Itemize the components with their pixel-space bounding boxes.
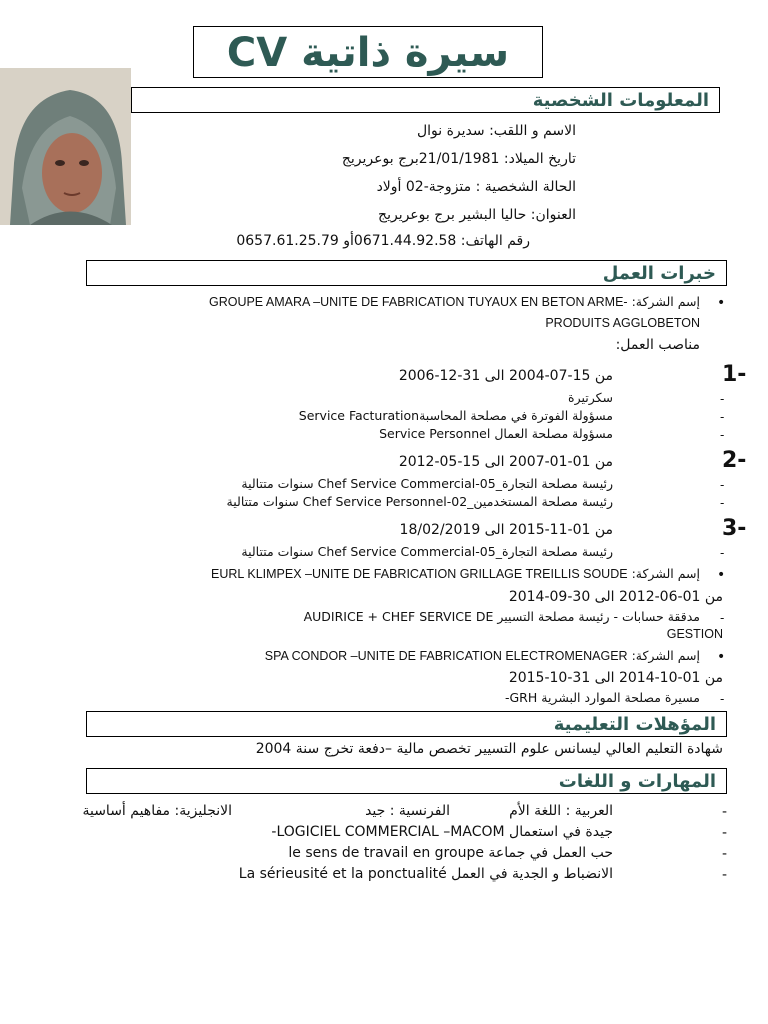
skill-software: جيدة في استعمال LOGICIEL COMMERCIAL –MACOM- [271, 824, 613, 840]
dash-icon: - [720, 478, 725, 492]
section-skills-heading: المهارات و اللغات [86, 768, 727, 794]
bullet-icon: • [717, 295, 726, 311]
company2-label: إسم الشركة: [631, 566, 700, 581]
section-education-heading: المؤهلات التعليمية [86, 711, 727, 737]
section-experience-heading: خبرات العمل [86, 260, 727, 286]
personal-status: الحالة الشخصية : متزوجة-02 أولاد [376, 179, 576, 195]
bullet-icon: • [717, 649, 726, 665]
education-line: شهادة التعليم العالي ليسانس علوم التسيير تخصص مالية –دفعة تخرج سنة 2004 [255, 741, 723, 757]
personal-address: العنوان: حاليا البشير برج بوعريريج [378, 207, 576, 223]
section-personal-heading: المعلومات الشخصية [131, 87, 720, 113]
position1-period: من 15-07-2004 الى 31-12-2006 [398, 368, 613, 384]
company2-name: EURL KLIMPEX –UNITE DE FABRICATION GRILLAGE TREILLIS SOUDE [211, 567, 628, 581]
personal-birth: تاريخ الميلاد: 21/01/1981برج بوعريريج [341, 151, 576, 167]
company2-line [211, 566, 700, 581]
company2-period: من 01-06-2012 الى 30-09-2014 [508, 589, 723, 605]
dash-icon: - [720, 611, 725, 625]
personal-name: الاسم و اللقب: سديرة نوال [416, 123, 576, 139]
position3-item: رئيسة مصلحة التجارة_Chef Service Commercial-05 سنوات متتالية [241, 544, 613, 559]
position3-period: من 01-11-2015 الى 18/02/2019 [399, 522, 613, 538]
position-number-3: 3- [722, 516, 747, 541]
language-arabic: العربية : اللغة الأم [509, 803, 613, 819]
positions-label: مناصب العمل: [615, 337, 700, 353]
position2-period: من 01-01-2007 الى 15-05-2012 [398, 454, 613, 470]
company3-item: مسيرة مصلحة الموارد البشرية GRH- [504, 690, 700, 705]
dash-icon: - [722, 825, 728, 841]
position1-item: سكرتيرة [568, 390, 613, 405]
personal-phone: رقم الهاتف: 0671.44.92.58أو 0657.61.25.79 [236, 233, 530, 249]
company1-name-cont: PRODUITS AGGLOBETON [545, 316, 700, 330]
company3-name: SPA CONDOR –UNITE DE FABRICATION ELECTROMENAGER [264, 649, 628, 663]
cv-title: CV سيرة ذاتية [193, 26, 543, 78]
dash-icon: - [720, 496, 725, 510]
company2-item-cont: GESTION [666, 627, 723, 641]
position-number-2: 2- [722, 448, 747, 473]
dash-icon: - [722, 867, 728, 883]
company1-name: GROUPE AMARA –UNITE DE FABRICATION TUYAUX EN BETON ARME- [208, 295, 628, 309]
dash-icon: - [720, 428, 725, 442]
dash-icon: - [720, 546, 725, 560]
company1-label: إسم الشركة: [631, 294, 700, 309]
bullet-icon: • [717, 567, 726, 583]
dash-icon: - [720, 392, 725, 406]
position-number-1: 1- [722, 362, 747, 387]
skill-discipline: الانضباط و الجدية في العمل La sérieusité et la ponctualité [238, 866, 613, 882]
company3-period: من 01-10-2014 الى 31-10-2015 [508, 670, 723, 686]
company1-line [209, 294, 700, 309]
position1-item: مسؤولة الفوترة في مصلحة المحاسبةService Facturation [298, 408, 613, 423]
dash-icon: - [720, 410, 725, 424]
dash-icon: - [722, 804, 728, 820]
language-french: الفرنسية : جيد [365, 803, 450, 819]
position1-item: مسؤولة مصلحة العمال Service Personnel [379, 426, 613, 441]
position2-item: رئيسة مصلحة التجارة_Chef Service Commercial-05 سنوات متتالية [241, 476, 613, 491]
position2-item: رئيسة مصلحة المستخدمين_Chef Service Personnel-02 سنوات متتالية [226, 494, 613, 509]
portrait-photo [0, 68, 131, 225]
language-english: الانجليزية: مفاهيم أساسية [82, 803, 232, 819]
dash-icon: - [722, 846, 728, 862]
company3-label: إسم الشركة: [631, 648, 700, 663]
skill-teamwork: حب العمل في جماعة le sens de travail en groupe [288, 845, 613, 861]
dash-icon: - [720, 692, 725, 706]
company3-line [265, 648, 700, 663]
company2-item: مدققة حسابات - رئيسة مصلحة التسيير AUDIRICE + CHEF SERVICE DE [303, 609, 700, 624]
